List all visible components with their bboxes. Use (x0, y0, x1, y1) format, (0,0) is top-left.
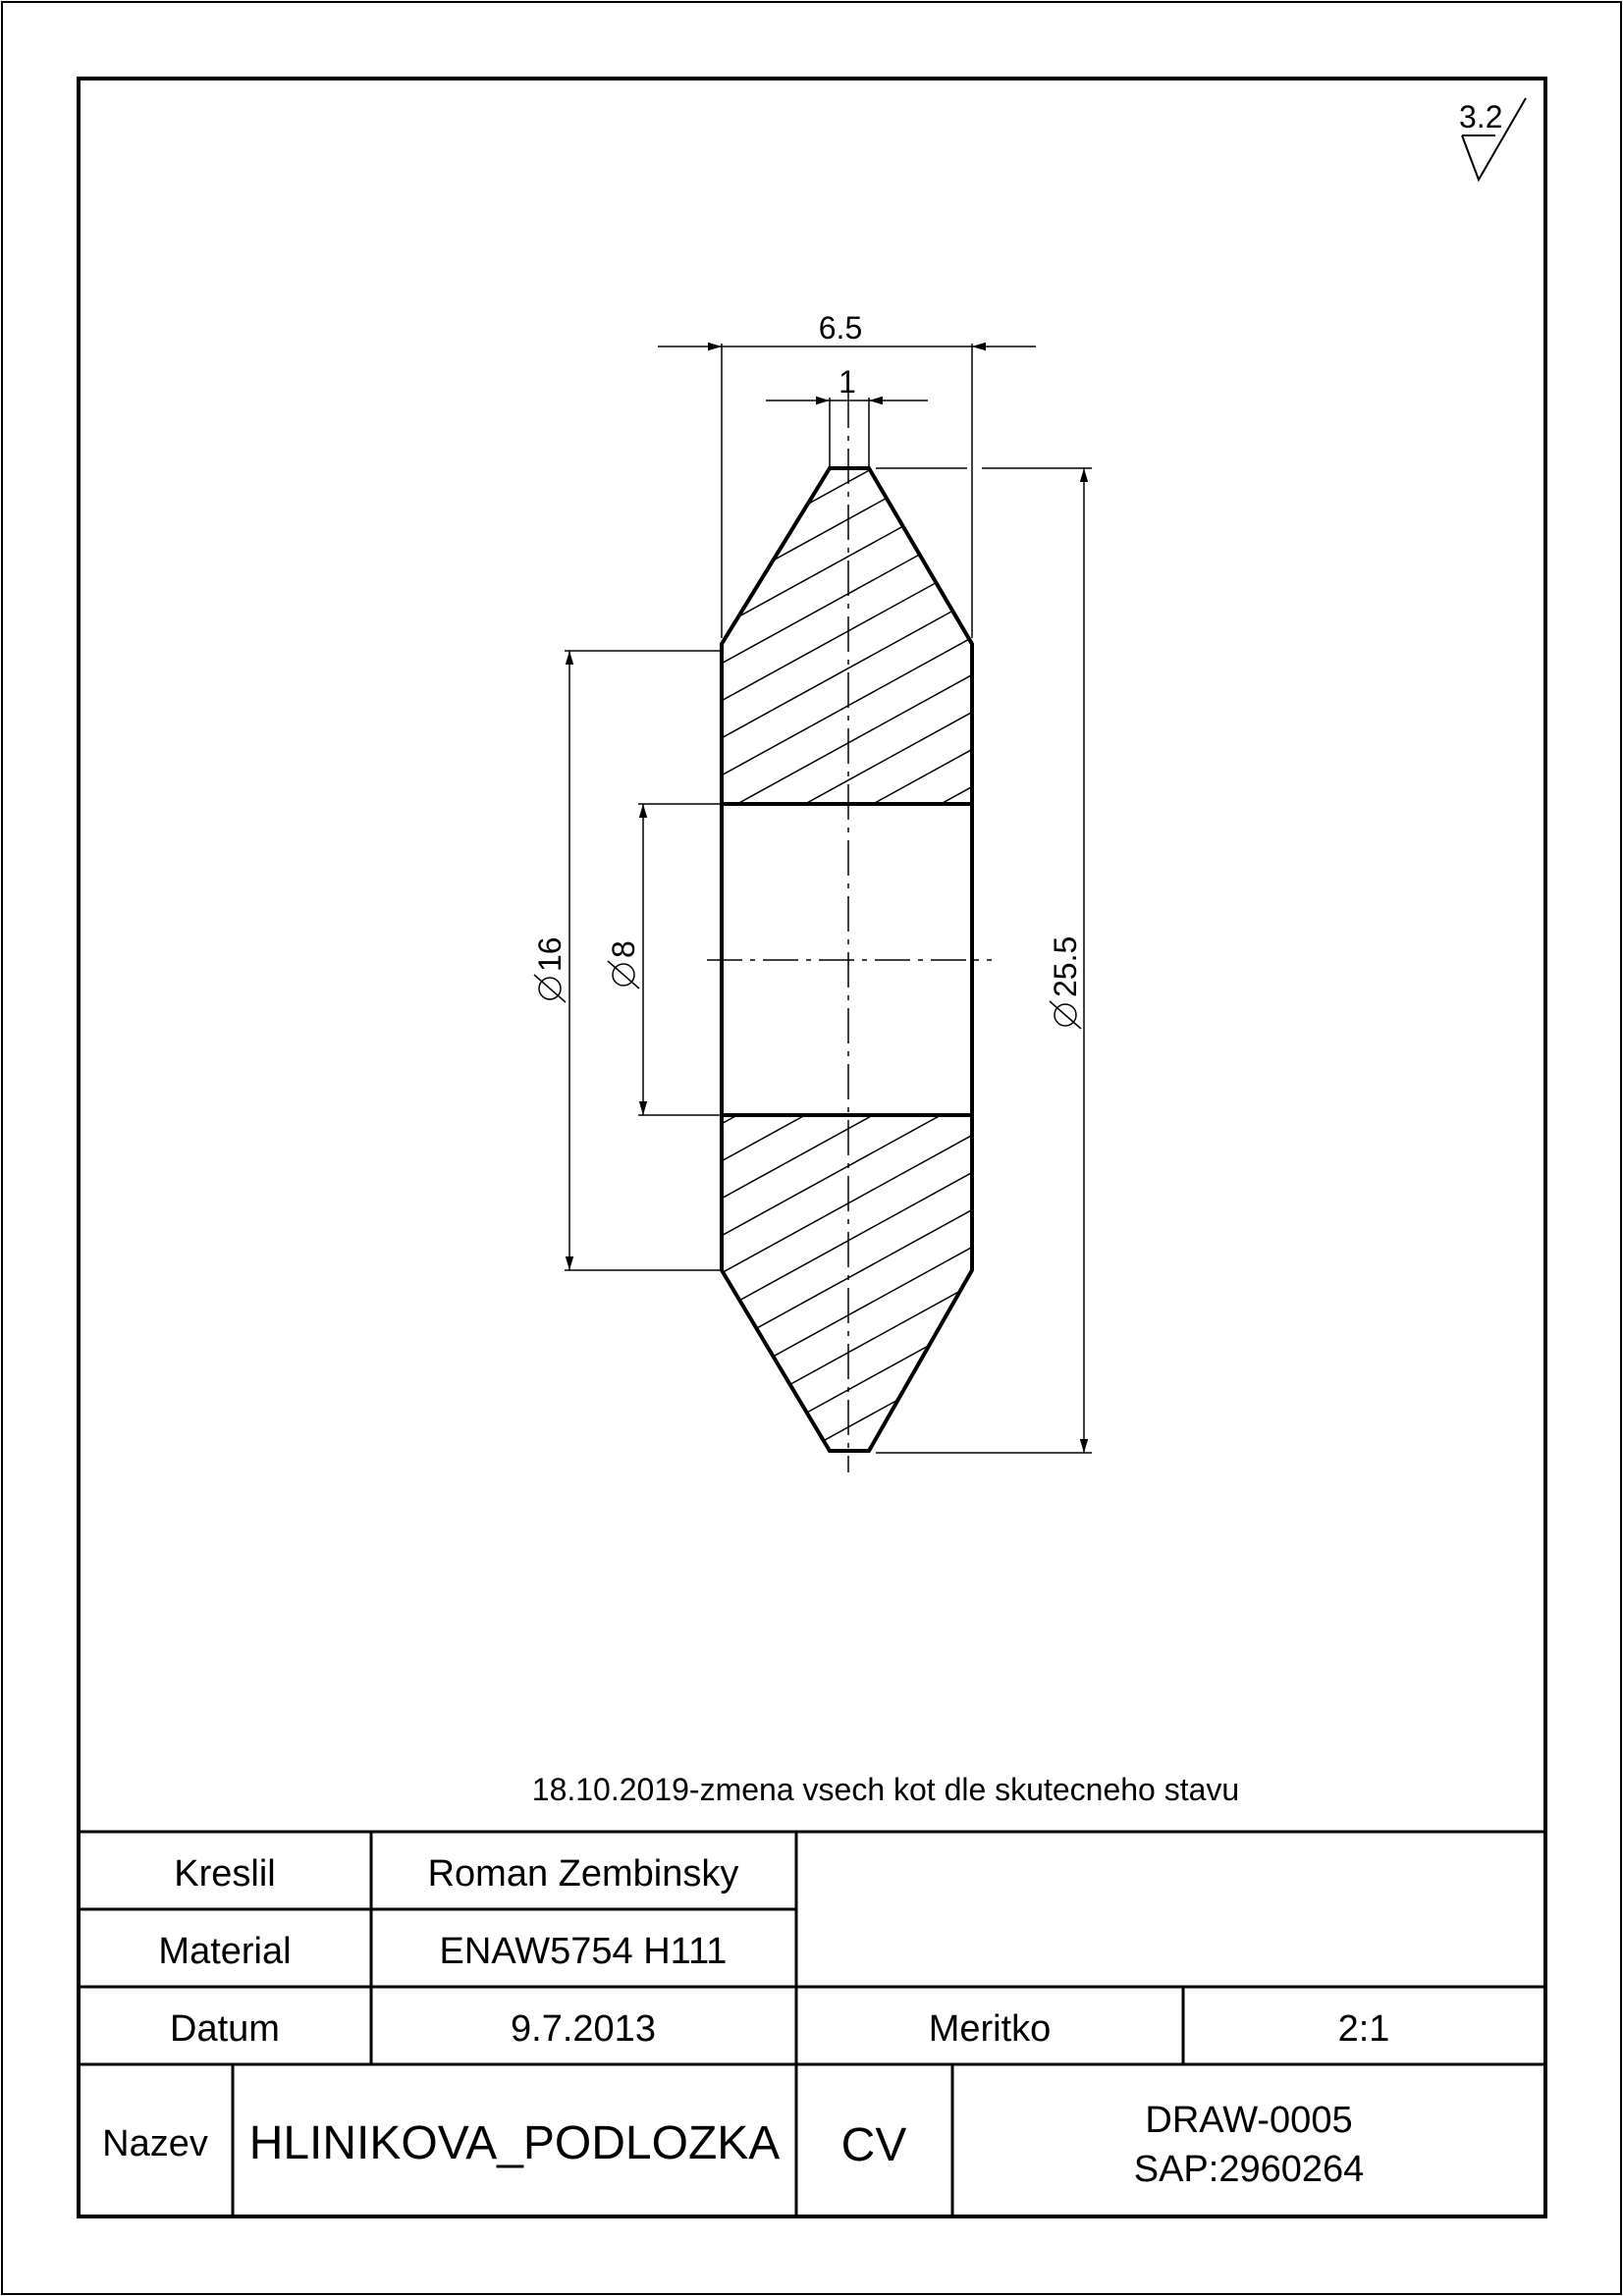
section-hatching (687, 94, 1011, 1815)
draw-number: DRAW-0005 (1145, 2100, 1353, 2141)
drawing-frame (79, 79, 1545, 2216)
material-value: ENAW5754 H111 (439, 1931, 728, 1972)
surface-finish-symbol (1459, 98, 1526, 180)
dim-text-dia-25-5: 25.5 (1048, 935, 1083, 997)
meritko-value: 2:1 (1337, 2008, 1390, 2050)
nazev-label: Nazev (102, 2123, 208, 2164)
sap-number: SAP:2960264 (1133, 2149, 1365, 2190)
dim-text-dia-25-5-group (1048, 936, 1083, 1029)
dim-text-dia-16-group (532, 936, 568, 1002)
revision-note: 18.10.2019-zmena vsech kot dle skutecneho stavu (531, 1772, 1240, 1807)
dim-text-1: 1 (839, 364, 856, 400)
kreslil-label: Kreslil (174, 1853, 276, 1895)
datum-label: Datum (170, 2008, 280, 2050)
material-label: Material (158, 1931, 292, 1972)
dim-text-dia-8: 8 (606, 940, 641, 958)
dim-text-dia-8-group (606, 940, 641, 988)
dimension-lines (569, 347, 1084, 1453)
dim-text-6-5: 6.5 (818, 310, 863, 346)
title-block (102, 1853, 1389, 2190)
surface-finish-value: 3.2 (1459, 99, 1503, 134)
meritko-label: Meritko (928, 2008, 1052, 2050)
kreslil-value: Roman Zembinsky (427, 1853, 739, 1895)
datum-value: 9.7.2013 (511, 2008, 656, 2050)
dim-text-dia-16: 16 (532, 936, 568, 972)
nazev-value: HLINIKOVA_PODLOZKA (248, 2117, 781, 2169)
cv-label: CV (840, 2119, 907, 2171)
